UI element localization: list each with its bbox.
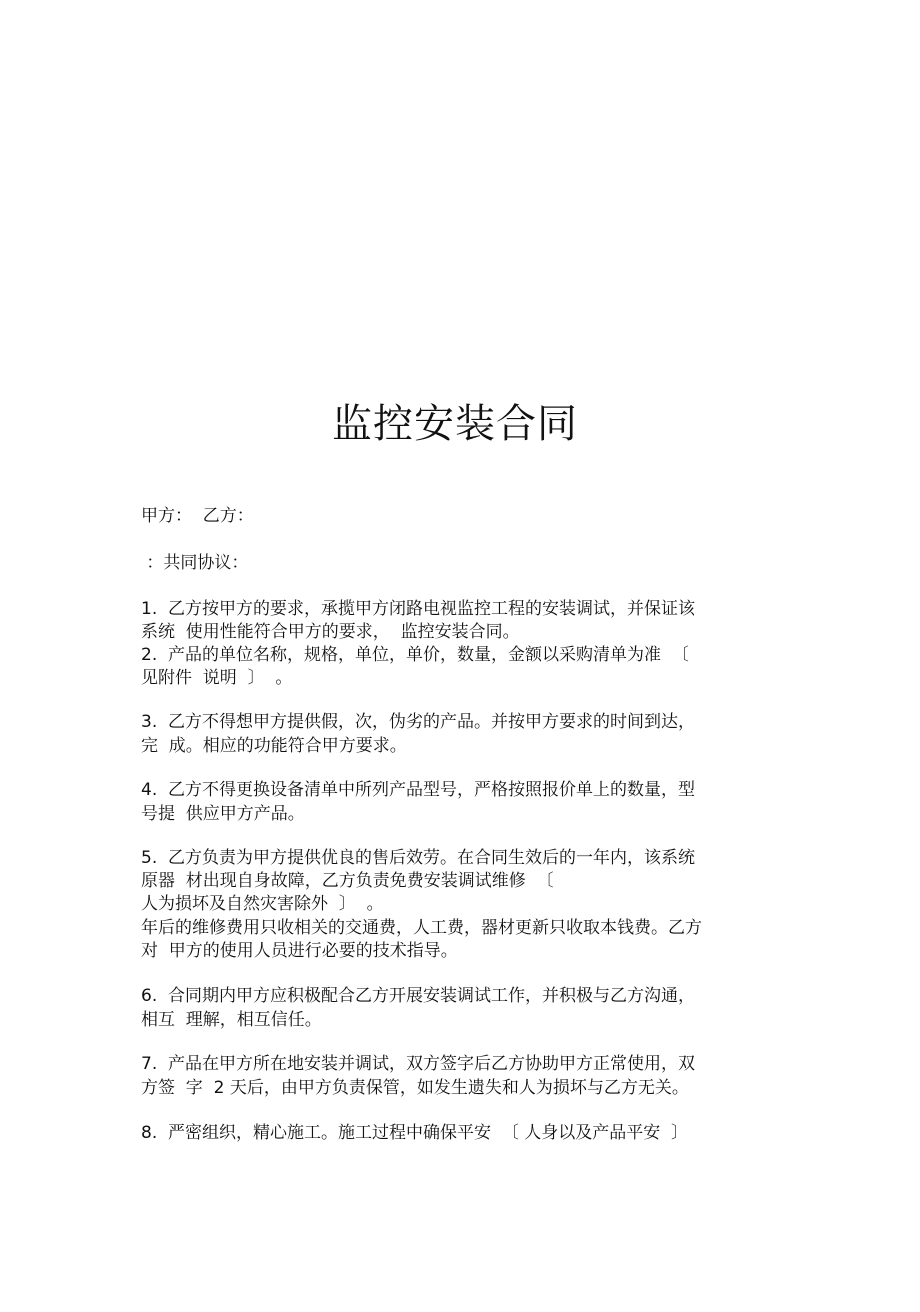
- clause-1-line-1: 1. 乙方按甲方的要求，承揽甲方闭路电视监控工程的安装调试，并保证该: [141, 599, 696, 619]
- parties-line: 甲方： 乙方：: [141, 506, 254, 526]
- clause-4-line-1: 4. 乙方不得更换设备清单中所列产品型号，严格按照报价单上的数量，型: [141, 780, 696, 800]
- clause-2-line-2: 见附件 说明 〕 。: [141, 668, 293, 688]
- clause-5-line-4: 年后的维修费用只收相关的交通费，人工费，器材更新只收取本钱费。乙方: [141, 918, 702, 938]
- clause-2-line-1: 2. 产品的单位名称，规格，单位，单价，数量，金额以采购清单为准 〔: [141, 645, 689, 665]
- clause-7-line-1: 7. 产品在甲方所在地安装并调试，双方签字后乙方协助甲方正常使用，双: [141, 1054, 696, 1074]
- clause-6-line-2: 相互 理解，相互信任。: [141, 1010, 322, 1030]
- clause-5-line-3: 人为损坏及自然灾害除外 〕 。: [141, 894, 384, 914]
- document-title: 监控安装合同: [332, 401, 578, 447]
- clause-7-line-2: 方签 字 2 天后，由甲方负责保管，如发生遗失和人为损坏与乙方无关。: [141, 1078, 689, 1098]
- clause-6-line-1: 6. 合同期内甲方应积极配合乙方开展安装调试工作，并积极与乙方沟通，: [141, 986, 696, 1006]
- clause-5-line-1: 5. 乙方负责为甲方提供优良的售后效劳。在合同生效后的一年内，该系统: [141, 848, 696, 868]
- agreement-intro: ：共同协议：: [141, 553, 249, 573]
- clause-3-line-2: 完 成。相应的功能符合甲方要求。: [141, 736, 407, 756]
- clause-3-line-1: 3. 乙方不得想甲方提供假，次，伪劣的产品。并按甲方要求的时间到达，: [141, 712, 696, 732]
- clause-5-line-2: 原器 材出现自身故障，乙方负责免费安装调试维修 〔: [141, 871, 554, 891]
- clause-4-line-2: 号提 供应甲方产品。: [141, 804, 305, 824]
- clause-8-line-1: 8. 严密组织，精心施工。施工过程中确保平安 〔 人身以及产品平安 〕: [141, 1123, 689, 1143]
- clause-1-line-2: 系统 使用性能符合甲方的要求， 监控安装合同。: [141, 622, 520, 642]
- clause-5-line-5: 对 甲方的使用人员进行必要的技术指导。: [141, 941, 458, 961]
